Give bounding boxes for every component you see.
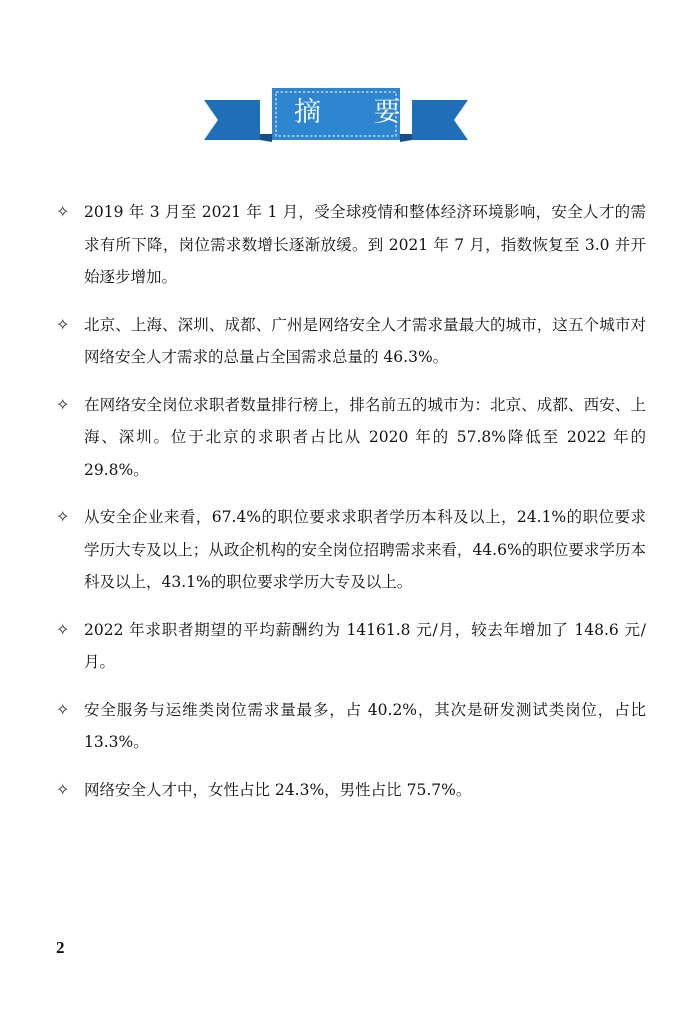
star-bullet-icon: ✧ xyxy=(56,202,70,221)
summary-item-text: 北京、上海、深圳、成都、广州是网络安全人才需求量最大的城市，这五个城市对网络安全人才需求的总量占全国需求总量的 46.3%。 xyxy=(84,315,646,366)
section-title-banner xyxy=(204,86,468,148)
summary-item-text: 2019 年 3 月至 2021 年 1 月，受全球疫情和整体经济环境影响，安全人才的需求有所下降，岗位需求数增长逐渐放缓。到 2021 年 7 月，指数恢复至 3.0 并开始逐步增加。 xyxy=(84,203,646,286)
star-bullet-icon: ✧ xyxy=(56,779,70,799)
summary-item xyxy=(56,389,646,487)
star-bullet-icon: ✧ xyxy=(56,507,70,526)
page-number: 2 xyxy=(56,938,65,957)
summary-item-text: 2022 年求职者期望的平均薪酬约为 14161.8 元/月，较去年增加了 148.6 元/月。 xyxy=(84,620,646,671)
star-bullet-icon: ✧ xyxy=(56,394,70,414)
summary-item xyxy=(56,196,646,294)
summary-list xyxy=(56,196,646,821)
summary-item-text: 网络安全人才中，女性占比 24.3%，男性占比 75.7%。 xyxy=(84,780,472,799)
summary-item-text: 安全服务与运维类岗位需求量最多，占 40.2%，其次是研发测试类岗位，占比 13.3%。 xyxy=(84,700,646,751)
summary-item xyxy=(56,309,646,374)
star-bullet-icon: ✧ xyxy=(56,699,70,719)
summary-item xyxy=(56,774,646,807)
summary-item xyxy=(56,694,646,759)
page-title: 摘 要 xyxy=(294,97,423,128)
summary-item xyxy=(56,614,646,679)
summary-item-text: 在网络安全岗位求职者数量排行榜上，排名前五的城市为：北京、成都、西安、上海、深圳。位于北京的求职者占比从 2020 年的 57.8%降低至 2022 年的 29.8%。 xyxy=(84,395,646,479)
star-bullet-icon: ✧ xyxy=(56,619,70,639)
star-bullet-icon: ✧ xyxy=(56,314,70,334)
summary-item-text: 从安全企业来看，67.4%的职位要求求职者学历本科及以上，24.1%的职位要求学历大专及以上；从政企机构的安全岗位招聘需求来看，44.6%的职位要求学历本科及以上，43.1%的职位要求学历大专及以上。 xyxy=(84,508,646,591)
summary-item xyxy=(56,501,646,599)
